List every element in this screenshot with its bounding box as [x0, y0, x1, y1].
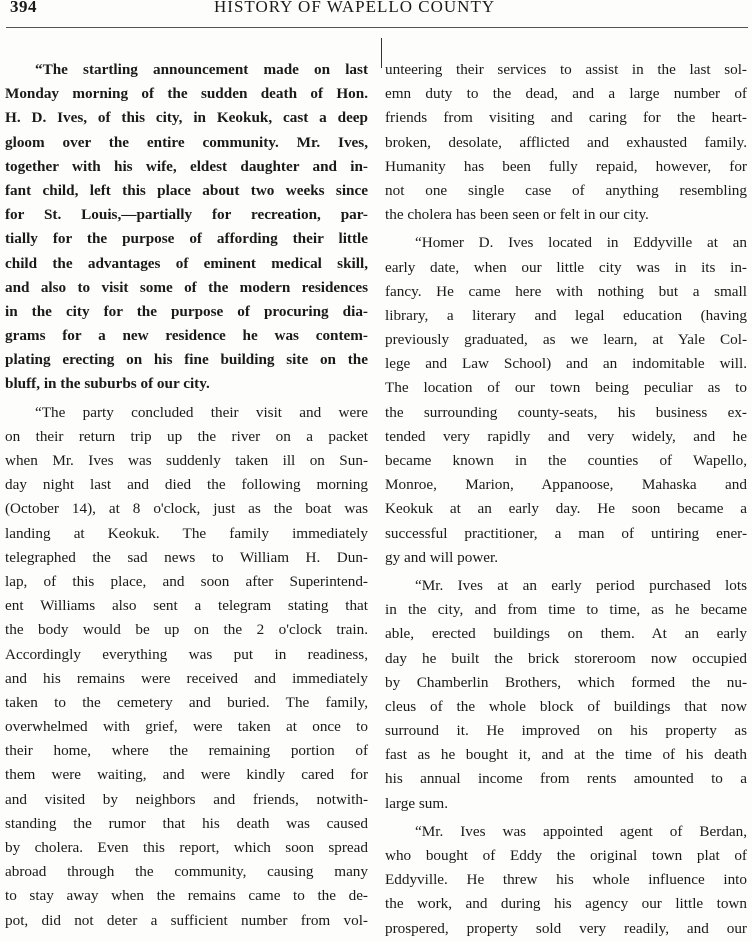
text-line: plating erecting on his fine building site on the — [5, 351, 368, 369]
text-line: overwhelmed with grief, were taken at once to — [5, 718, 368, 736]
text-line: became known in the counties of Wapello, — [385, 452, 747, 469]
text-line: day he built the brick storeroom now occupied — [385, 649, 747, 667]
text-line: large sum. — [385, 794, 448, 812]
text-line: the work, and during his agency our little town — [385, 895, 747, 913]
text-line: gy and will power. — [385, 548, 499, 566]
paragraph-purchased-lots — [385, 574, 747, 816]
paragraph-volunteers — [385, 58, 747, 227]
text-line: Humanity has been fully repaid, however, for — [385, 157, 747, 175]
paragraph-return-trip — [5, 401, 368, 933]
left-column — [5, 58, 368, 933]
text-line: the surrounding county-seats, his business ex- — [385, 403, 747, 421]
text-line: surround it. He improved on his property as — [385, 722, 747, 740]
text-line: The location of our town being peculiar as to — [385, 379, 747, 397]
text-line: early date, when our little city was in its in- — [385, 258, 747, 276]
text-line: in the city for the purpose of procuring dia- — [5, 302, 368, 320]
text-line: cleus of the whole block of buildings that now — [385, 697, 747, 715]
text-line: when Mr. Ives was suddenly taken ill on Sun- — [5, 452, 368, 469]
text-line: “Homer D. Ives located in Eddyville at an — [415, 234, 747, 252]
text-line: by cholera. Even this report, which soon spread — [5, 839, 368, 856]
text-line: together with his wife, eldest daughter and in- — [5, 157, 368, 175]
text-line: tially for the purpose of affording their little — [5, 230, 368, 248]
text-line: who bought of Eddy the original town plat of — [385, 847, 747, 864]
text-line: them were waiting, and were kindly cared for — [5, 766, 368, 784]
paragraph-homer-ives — [385, 231, 747, 570]
text-line: bluff, in the suburbs of our city. — [5, 375, 210, 393]
text-line: telegraphed the sad news to William H. Dun- — [5, 548, 368, 566]
text-line: “The party concluded their visit and were — [35, 403, 368, 421]
text-line: for St. Louis,—partially for recreation, par- — [5, 206, 368, 224]
text-line: their home, where the remaining portion of — [5, 742, 368, 760]
text-line: library, a literary and legal education (having — [385, 306, 747, 324]
text-line: to stay away when the remains came to the de- — [5, 887, 368, 905]
text-line: not one single case of anything resembling — [385, 181, 747, 199]
text-line: child the advantages of eminent medical skill, — [5, 254, 368, 272]
text-line: taken to the cemetery and buried. The family, — [5, 693, 368, 711]
text-line: landing at Keokuk. The family immediately — [5, 524, 368, 542]
text-line: H. D. Ives, of this city, in Keokuk, cast a deep — [5, 109, 368, 127]
paragraph-berdan-agent — [385, 820, 747, 941]
text-line: “The startling announcement made on last — [35, 61, 368, 78]
text-line: “Mr. Ives at an early period purchased lots — [415, 576, 747, 594]
text-line: grams for a new residence he was contem- — [5, 327, 368, 345]
text-line: in the city, and from time to time, as he became — [385, 601, 747, 619]
text-line: prospered, property sold very readily, and our — [385, 919, 747, 937]
column-divider — [381, 38, 382, 68]
text-line: fancy. He came here with nothing but a small — [385, 282, 747, 300]
text-line: by Chamberlin Brothers, which formed the nu- — [385, 673, 747, 691]
text-line: Monroe, Marion, Appanoose, Mahaska and — [385, 476, 747, 494]
text-line: on their return trip up the river on a packet — [5, 427, 368, 445]
text-line: emn duty to the dead, and a large number of — [385, 85, 747, 103]
text-line: unteering their services to assist in the last sol- — [385, 61, 747, 78]
text-line: pot, did not deter a sufficient number from vol- — [5, 911, 368, 929]
page-header — [0, 0, 752, 20]
text-line: lap, of this place, and soon after Superintend- — [5, 572, 368, 590]
text-line: ent Williams also sent a telegram stating that — [5, 597, 368, 615]
text-line: gloom over the entire community. Mr. Ives, — [5, 133, 368, 151]
text-line: fant child, left this place about two weeks since — [5, 181, 368, 199]
text-line: fast as he bought it, and at the time of his death — [385, 746, 747, 764]
text-line: his annual income from rents amounted to a — [385, 770, 747, 788]
paragraph-announcement — [5, 58, 368, 397]
text-line: day night last and died the following morning — [5, 476, 368, 494]
text-line: lege and Law School) and an indomitable will. — [385, 355, 747, 373]
text-line: the cholera has been seen or felt in our city. — [385, 206, 649, 224]
running-title: HISTORY OF WAPELLO COUNTY — [214, 0, 496, 16]
right-column — [385, 58, 747, 941]
text-line: broken, desolate, afflicted and exhausted family. — [385, 133, 747, 151]
text-line: and his remains were received and immediately — [5, 669, 368, 687]
text-line: abroad through the community, causing many — [5, 863, 368, 881]
page-number: 394 — [10, 0, 37, 16]
text-line: Monday morning of the sudden death of Hon. — [5, 85, 368, 103]
text-line: tended very rapidly and very widely, and he — [385, 427, 747, 445]
text-line: successful practitioner, a man of untiring ener- — [385, 524, 747, 542]
text-line: able, erected buildings on them. At an early — [385, 625, 747, 643]
text-line: (October 14), at 8 o'clock, just as the boat was — [5, 500, 368, 518]
text-line: standing the rumor that his death was caused — [5, 814, 368, 832]
text-line: and visited by neighbors and friends, notwith- — [5, 790, 368, 808]
header-rule — [6, 27, 748, 28]
text-line: Eddyville. He threw his whole influence into — [385, 871, 747, 889]
text-line: friends from visiting and caring for the heart- — [385, 109, 747, 127]
text-line: Accordingly everything was put in readiness, — [5, 645, 368, 663]
text-line: previously graduated, as we learn, at Yale Col- — [385, 331, 747, 349]
text-line: and also to visit some of the modern residences — [5, 278, 368, 296]
text-line: “Mr. Ives was appointed agent of Berdan, — [415, 822, 747, 840]
text-line: the body would be up on the 2 o'clock train. — [5, 621, 368, 639]
text-line: Keokuk at an early day. He soon became a — [385, 500, 747, 518]
